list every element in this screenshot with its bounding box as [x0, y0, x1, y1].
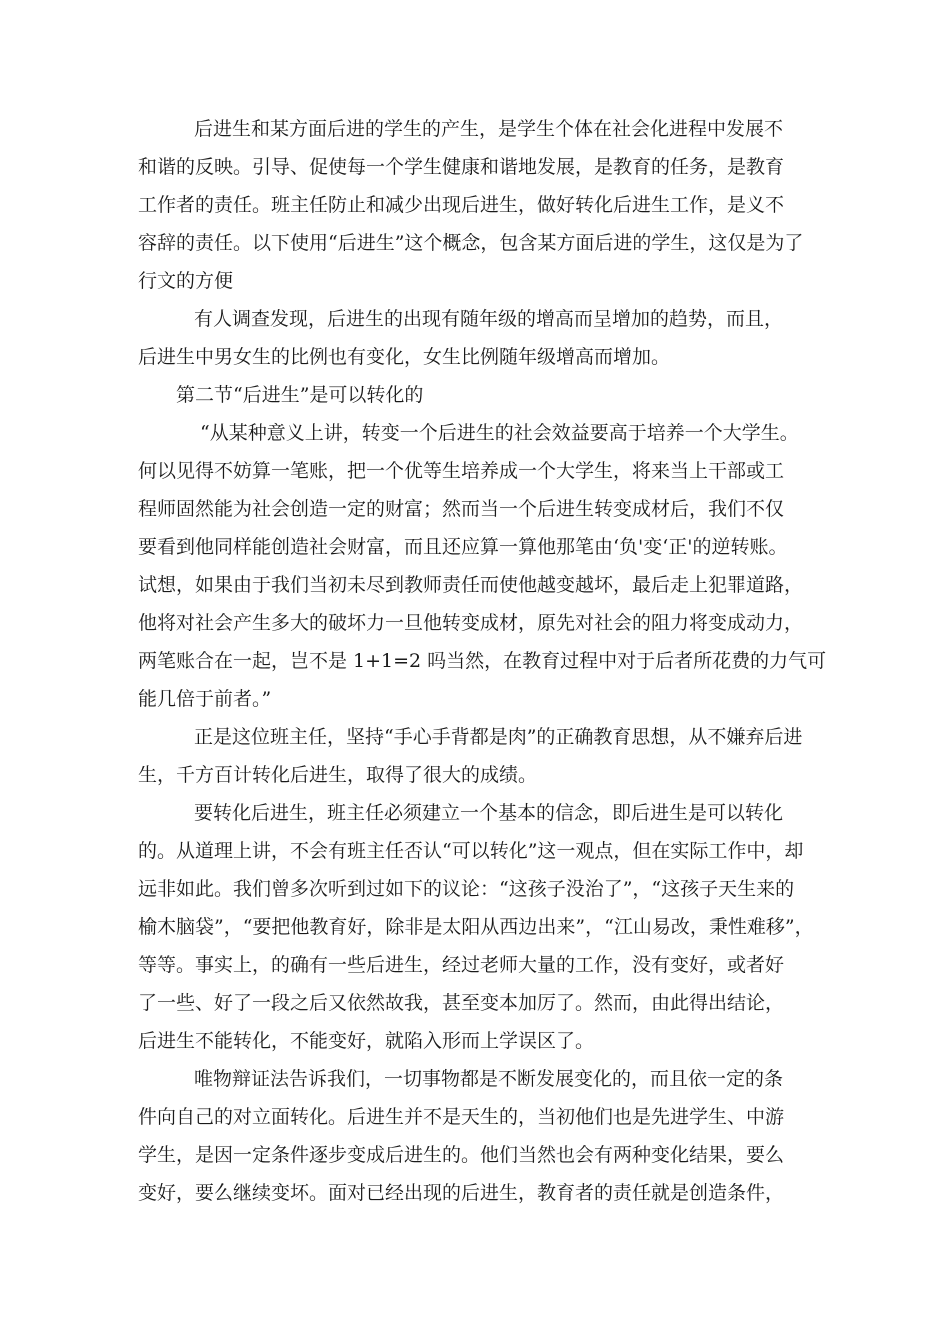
paragraph-3-line-1: 正是这位班主任，坚持“手心手背都是肉”的正确教育思想，从不嫌弃后进	[194, 726, 803, 748]
section-heading: 第二节“后进生”是可以转化的	[176, 384, 424, 406]
paragraph-5-line-1: 唯物辩证法告诉我们，一切事物都是不断发展变化的，而且依一定的条	[194, 1068, 784, 1090]
paragraph-4-line-1: 要转化后进生，班主任必须建立一个基本的信念，即后进生是可以转化	[194, 802, 784, 824]
paragraph-5-line-4: 变好，要么继续变坏。面对已经出现的后进生，教育者的责任就是创造条件，	[138, 1182, 785, 1204]
paragraph-1-line-1: 后进生和某方面后进的学生的产生，是学生个体在社会化进程中发展不	[194, 118, 784, 140]
paragraph-4-line-3: 远非如此。我们曾多次听到过如下的议论：“这孩子没治了”，“这孩子天生来的	[138, 878, 795, 900]
paragraph-1-line-3: 工作者的责任。班主任防止和减少出现后进生，做好转化后进生工作，是义不	[138, 194, 785, 216]
quote-line-6: 他将对社会产生多大的破坏力一旦他转变成材，原先对社会的阻力将变成动力，	[138, 612, 804, 634]
quote-line-7: 两笔账合在一起，岂不是 1+1=2 吗当然，在教育过程中对于后者所花费的力气可	[138, 650, 827, 672]
quote-line-8: 能几倍于前者。”	[138, 688, 272, 710]
quote-line-5: 试想，如果由于我们当初未尽到教师责任而使他越变越坏，最后走上犯罪道路，	[138, 574, 804, 596]
paragraph-4-line-5: 等等。事实上，的确有一些后进生，经过老师大量的工作，没有变好，或者好	[138, 954, 785, 976]
paragraph-1-line-2: 和谐的反映。引导、促使每一个学生健康和谐地发展，是教育的任务，是教育	[138, 156, 785, 178]
paragraph-4-line-4: 榆木脑袋”，“要把他教育好，除非是太阳从西边出来”，“江山易改，秉性难移”，	[138, 916, 814, 938]
paragraph-2-line-1: 有人调查发现，后进生的出现有随年级的增高而呈增加的趋势，而且，	[194, 308, 784, 330]
quote-line-3: 程师固然能为社会创造一定的财富；然而当一个后进生转变成材后，我们不仅	[138, 498, 785, 520]
paragraph-1-line-4: 容辞的责任。以下使用“后进生”这个概念，包含某方面后进的学生，这仅是为了	[138, 232, 804, 254]
paragraph-2-line-2: 后进生中男女生的比例也有变化，女生比例随年级增高而增加。	[138, 346, 671, 368]
quote-line-4: 要看到他同样能创造社会财富，而且还应算一算他那笔由‘负'变‘正'的逆转账。	[138, 536, 788, 558]
paragraph-4-line-6: 了一些、好了一段之后又依然故我，甚至变本加厉了。然而，由此得出结论，	[138, 992, 785, 1014]
quote-line-1: “从某种意义上讲，转变一个后进生的社会效益要高于培养一个大学生。	[200, 422, 799, 444]
paragraph-1-line-5: 行文的方便	[138, 270, 234, 292]
paragraph-4-line-7: 后进生不能转化，不能变好，就陷入形而上学误区了。	[138, 1030, 595, 1052]
quote-line-2: 何以见得不妨算一笔账，把一个优等生培养成一个大学生，将来当上干部或工	[138, 460, 785, 482]
paragraph-5-line-3: 学生，是因一定条件逐步变成后进生的。他们当然也会有两种变化结果，要么	[138, 1144, 785, 1166]
paragraph-3-line-2: 生，千方百计转化后进生，取得了很大的成绩。	[138, 764, 538, 786]
paragraph-5-line-2: 件向自己的对立面转化。后进生并不是天生的，当初他们也是先进学生、中游	[138, 1106, 785, 1128]
paragraph-4-line-2: 的。从道理上讲，不会有班主任否认“可以转化”这一观点，但在实际工作中，却	[138, 840, 804, 862]
